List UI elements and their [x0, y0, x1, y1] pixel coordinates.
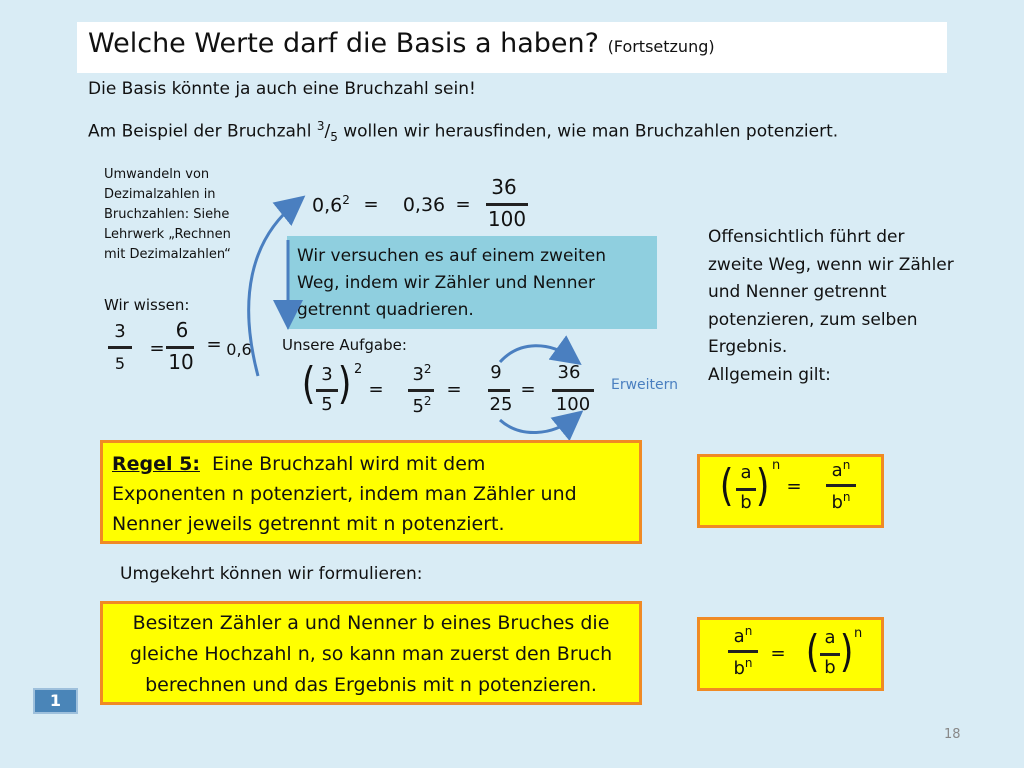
rule5-text	[112, 449, 577, 539]
right-paren: )	[839, 626, 854, 677]
nav-button-label[interactable]: 1	[49, 691, 62, 710]
formula1-equals: =	[786, 476, 802, 497]
slide-title-sub: (Fortsetzung)	[607, 37, 715, 56]
formula1-a: a	[740, 462, 752, 483]
known-fraction-1-den: 5	[114, 354, 126, 373]
task-base-num: 3	[321, 364, 333, 385]
second-way-line: Wir versuchen es auf einem zweiten	[297, 246, 607, 266]
conclusion-line: Allgemein gilt:	[708, 364, 831, 385]
formula2-bn	[728, 656, 758, 679]
formula2-bn-exp: n	[744, 656, 753, 670]
second-way-line: Weg, indem wir Zähler und Nenner	[297, 273, 595, 293]
rule-reverse-line: gleiche Hochzahl n, so kann man zuerst den Bruch	[129, 643, 613, 665]
left-paren: (	[805, 626, 820, 677]
formula1-bn	[826, 490, 856, 513]
formula1-bn-exp: n	[842, 490, 851, 504]
task-square-num: 9	[490, 362, 502, 383]
rule5-line: Nenner jeweils getrennt mit n potenziert.	[112, 513, 505, 535]
formula2-n: n	[854, 626, 863, 641]
intro-line-2-suffix: wollen wir herausfinden, wie man Bruchzahlen potenziert.	[337, 121, 839, 142]
formula2-b: b	[824, 657, 836, 678]
formula2-an-base: a	[733, 626, 745, 647]
formula2-an-exp: n	[744, 624, 753, 638]
formula2-an	[728, 624, 758, 647]
rule-reverse-line: Besitzen Zähler a und Nenner b eines Bruches die	[132, 612, 610, 634]
task-equals-1: =	[368, 379, 384, 400]
fraction-bar	[826, 484, 856, 487]
arrow-denominator-expand	[500, 418, 574, 433]
intro-line-2-prefix: Am Beispiel der Bruchzahl	[88, 121, 317, 142]
first-power-base: 0,6	[312, 194, 343, 217]
task-label: Unsere Aufgabe:	[282, 336, 407, 354]
known-fraction-1-num: 3	[114, 321, 126, 342]
intro-line-1: Die Basis könnte ja auch eine Bruchzahl sein!	[88, 79, 476, 99]
formula1-an-base: a	[831, 460, 843, 481]
page-number: 18	[944, 727, 961, 742]
left-paren: (	[719, 460, 734, 511]
task-result-num: 36	[557, 362, 581, 383]
task-base-den: 5	[321, 394, 333, 415]
slide-title-main: Welche Werte darf die Basis a haben?	[88, 28, 599, 59]
task-equals-3: =	[520, 379, 536, 400]
reverse-label: Umgekehrt können wir formulieren:	[120, 564, 423, 584]
intro-fraction-num: 3	[316, 119, 325, 133]
right-paren: )	[337, 358, 352, 409]
conversion-note-line: mit Dezimalzahlen“	[104, 247, 231, 262]
task-square-den: 25	[489, 394, 513, 415]
conversion-note-line: Umwandeln von	[104, 167, 210, 182]
known-decimal: 0,6	[226, 340, 252, 359]
first-result-den: 100	[487, 207, 527, 231]
formula1-bn-base: b	[831, 492, 843, 513]
task-power-num-base: 3	[412, 364, 424, 385]
task-equals-2: =	[446, 379, 462, 400]
rule5-label: Regel 5:	[112, 453, 200, 475]
known-equals-2: =	[206, 334, 222, 355]
conclusion-line: potenzieren, zum selben	[708, 309, 918, 330]
formula2-equals: =	[770, 643, 786, 664]
formula1-an	[826, 458, 856, 481]
first-mid: 0,36	[402, 194, 446, 216]
right-paren: )	[755, 460, 770, 511]
conversion-note-line: Lehrwerk „Rechnen	[104, 227, 231, 242]
task-power-num-exp: 2	[423, 362, 432, 376]
formula1-n: n	[772, 458, 781, 473]
task-power-den-exp: 2	[423, 394, 432, 408]
left-paren: (	[301, 358, 316, 409]
conversion-note-line: Bruchzahlen: Siehe	[104, 207, 230, 222]
conversion-note-line: Dezimalzahlen in	[104, 187, 216, 202]
fraction-bar	[736, 488, 756, 491]
intro-fraction-den: 5	[330, 130, 338, 145]
task-exp: 2	[354, 362, 363, 377]
rule5-line: Eine Bruchzahl wird mit dem	[212, 453, 486, 475]
task-power-den-base: 5	[412, 396, 424, 417]
intro-fraction-slash: /	[324, 121, 331, 142]
first-result-num: 36	[491, 175, 517, 199]
known-fraction-2-num: 6	[175, 318, 189, 342]
conclusion-line: zweite Weg, wenn wir Zähler	[708, 254, 954, 275]
expand-note: Erweitern	[611, 377, 679, 393]
conclusion-line: und Nenner getrennt	[708, 282, 887, 302]
conclusion-line: Ergebnis.	[708, 337, 788, 357]
known-fraction-2-den: 10	[168, 350, 194, 374]
first-power-exp: 2	[342, 193, 350, 207]
known-label: Wir wissen:	[104, 296, 190, 314]
known-equals-1: =	[149, 338, 165, 359]
arrow-numerator-expand	[500, 346, 572, 362]
formula2-bn-base: b	[733, 658, 745, 679]
second-way-line: getrennt quadrieren.	[297, 300, 474, 320]
rule5-line: Exponenten n potenziert, indem man Zähler und	[112, 483, 577, 505]
formula1-an-exp: n	[842, 458, 851, 472]
fraction-bar	[728, 650, 758, 653]
formula1-b: b	[740, 492, 752, 513]
task-result-den: 100	[555, 394, 591, 415]
conclusion-text	[708, 224, 954, 389]
conclusion-line: Offensichtlich führt der	[708, 227, 905, 247]
rule-reverse-text	[100, 608, 642, 701]
first-equals-2: =	[455, 194, 471, 215]
rule-reverse-line: berechnen und das Ergebnis mit n potenzieren.	[145, 674, 597, 696]
formula2-a: a	[824, 627, 836, 648]
fraction-bar	[820, 653, 840, 656]
first-equals-1: =	[363, 194, 379, 215]
